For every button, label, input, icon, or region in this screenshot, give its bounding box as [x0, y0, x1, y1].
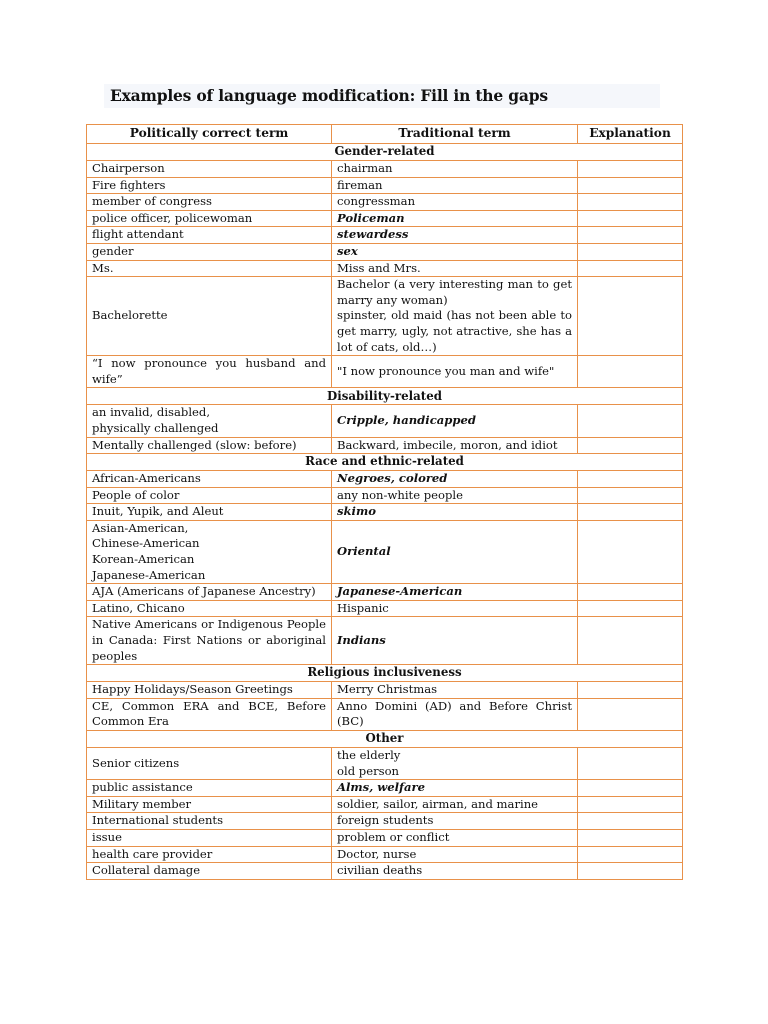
traditional-term: Oriental	[332, 520, 578, 583]
explanation-cell[interactable]	[578, 813, 683, 830]
explanation-cell[interactable]	[578, 437, 683, 454]
pc-term: Inuit, Yupik, and Aleut	[87, 504, 332, 521]
pc-term-line: Asian-American,	[92, 520, 189, 535]
traditional-term: chairman	[332, 161, 578, 178]
pc-term: AJA (Americans of Japanese Ancestry)	[87, 584, 332, 601]
traditional-term: fireman	[332, 177, 578, 194]
traditional-term: soldier, sailor, airman, and marine	[332, 796, 578, 813]
section-row	[87, 731, 683, 748]
table-row	[87, 437, 683, 454]
pc-term: member of congress	[87, 194, 332, 211]
explanation-cell[interactable]	[578, 194, 683, 211]
table-row	[87, 194, 683, 211]
pc-term: public assistance	[87, 780, 332, 797]
pc-term: health care provider	[87, 846, 332, 863]
explanation-cell[interactable]	[578, 277, 683, 356]
traditional-term	[332, 748, 578, 780]
explanation-cell[interactable]	[578, 356, 683, 388]
pc-term-line: physically challenged	[92, 420, 219, 435]
pc-term: Collateral damage	[87, 863, 332, 880]
table-header-row	[87, 125, 683, 144]
section-row	[87, 454, 683, 471]
pc-term: Bachelorette	[87, 277, 332, 356]
traditional-term-line: Bachelor (a very interesting man to get marry any woman)	[337, 277, 572, 307]
pc-term	[87, 405, 332, 437]
table-row	[87, 277, 683, 356]
header-traditional: Traditional term	[332, 125, 578, 144]
pc-term-line: Japanese-American	[92, 567, 206, 582]
table-row	[87, 600, 683, 617]
pc-term: Senior citizens	[87, 748, 332, 780]
explanation-cell[interactable]	[578, 600, 683, 617]
explanation-cell[interactable]	[578, 487, 683, 504]
table-row	[87, 813, 683, 830]
pc-term: flight attendant	[87, 227, 332, 244]
section-other: Other	[87, 731, 683, 748]
pc-term: Chairperson	[87, 161, 332, 178]
pc-term: Ms.	[87, 260, 332, 277]
explanation-cell[interactable]	[578, 780, 683, 797]
table-row	[87, 796, 683, 813]
table-row	[87, 243, 683, 260]
traditional-term: problem or conflict	[332, 829, 578, 846]
header-explanation: Explanation	[578, 125, 683, 144]
pc-term: Latino, Chicano	[87, 600, 332, 617]
explanation-cell[interactable]	[578, 829, 683, 846]
traditional-term	[332, 277, 578, 356]
explanation-cell[interactable]	[578, 260, 683, 277]
traditional-term: skimo	[332, 504, 578, 521]
traditional-term: Anno Domini (AD) and Before Christ (BC)	[332, 698, 578, 730]
pc-term: CE, Common ERA and BCE, Before Common Era	[87, 698, 332, 730]
explanation-cell[interactable]	[578, 846, 683, 863]
traditional-term: congressman	[332, 194, 578, 211]
explanation-cell[interactable]	[578, 177, 683, 194]
traditional-term: foreign students	[332, 813, 578, 830]
traditional-term-line: the elderly	[337, 748, 401, 762]
traditional-term: stewardess	[332, 227, 578, 244]
traditional-term: Doctor, nurse	[332, 846, 578, 863]
traditional-term: Policeman	[332, 210, 578, 227]
pc-term: issue	[87, 829, 332, 846]
pc-term: “I now pronounce you husband and wife”	[87, 356, 332, 388]
section-row	[87, 388, 683, 405]
explanation-cell[interactable]	[578, 227, 683, 244]
traditional-term-line: old person	[337, 763, 400, 778]
explanation-cell[interactable]	[578, 161, 683, 178]
explanation-cell[interactable]	[578, 682, 683, 699]
section-row	[87, 665, 683, 682]
traditional-term: Hispanic	[332, 600, 578, 617]
section-race: Race and ethnic-related	[87, 454, 683, 471]
explanation-cell[interactable]	[578, 405, 683, 437]
table-row	[87, 780, 683, 797]
table-row	[87, 584, 683, 601]
pc-term-line: an invalid, disabled,	[92, 405, 210, 420]
table-row	[87, 504, 683, 521]
traditional-term: any non-white people	[332, 487, 578, 504]
traditional-term: "I now pronounce you man and wife"	[332, 356, 578, 388]
pc-term: Fire fighters	[87, 177, 332, 194]
explanation-cell[interactable]	[578, 504, 683, 521]
pc-term-line: Korean-American	[92, 552, 195, 567]
table-row	[87, 698, 683, 730]
explanation-cell[interactable]	[578, 617, 683, 665]
traditional-term: Cripple, handicapped	[332, 405, 578, 437]
explanation-cell[interactable]	[578, 471, 683, 488]
section-row	[87, 144, 683, 161]
traditional-term: Miss and Mrs.	[332, 260, 578, 277]
traditional-term: civilian deaths	[332, 863, 578, 880]
pc-term: African-Americans	[87, 471, 332, 488]
table-row	[87, 487, 683, 504]
header-politically-correct: Politically correct term	[87, 125, 332, 144]
explanation-cell[interactable]	[578, 520, 683, 583]
section-gender: Gender-related	[87, 144, 683, 161]
traditional-term: Japanese-American	[332, 584, 578, 601]
pc-term: gender	[87, 243, 332, 260]
table-row	[87, 846, 683, 863]
pc-term: Native Americans or Indigenous People in Canada: First Nations or aboriginal peoples	[87, 617, 332, 665]
explanation-cell[interactable]	[578, 796, 683, 813]
traditional-term: Negroes, colored	[332, 471, 578, 488]
explanation-cell[interactable]	[578, 748, 683, 780]
table-row	[87, 260, 683, 277]
traditional-term: sex	[332, 243, 578, 260]
section-religion: Religious inclusiveness	[87, 665, 683, 682]
table-row	[87, 617, 683, 665]
table-row	[87, 520, 683, 583]
pc-term	[87, 520, 332, 583]
pc-term-line: Chinese-American	[92, 536, 200, 551]
pc-term: International students	[87, 813, 332, 830]
pc-term: People of color	[87, 487, 332, 504]
section-disability: Disability-related	[87, 388, 683, 405]
pc-term: Mentally challenged (slow: before)	[87, 437, 332, 454]
traditional-term-line: spinster, old maid (has not been able to get marry, ugly, not atractive, she has a lot of cats, old…)	[337, 308, 572, 354]
traditional-term: Indians	[332, 617, 578, 665]
explanation-cell[interactable]	[578, 210, 683, 227]
table-row	[87, 177, 683, 194]
table-row	[87, 405, 683, 437]
traditional-term: Backward, imbecile, moron, and idiot	[332, 437, 578, 454]
table-row	[87, 863, 683, 880]
traditional-term: Merry Christmas	[332, 682, 578, 699]
table-row	[87, 748, 683, 780]
table-row	[87, 356, 683, 388]
table-row	[87, 161, 683, 178]
traditional-term: Alms, welfare	[332, 780, 578, 797]
table-row	[87, 227, 683, 244]
pc-term: Happy Holidays/Season Greetings	[87, 682, 332, 699]
explanation-cell[interactable]	[578, 584, 683, 601]
terms-table	[86, 124, 683, 880]
table-row	[87, 829, 683, 846]
table-row	[87, 210, 683, 227]
table-row	[87, 471, 683, 488]
pc-term: Military member	[87, 796, 332, 813]
pc-term: police officer, policewoman	[87, 210, 332, 227]
table-row	[87, 682, 683, 699]
page-title: Examples of language modification: Fill in the gaps	[110, 86, 548, 105]
explanation-cell[interactable]	[578, 863, 683, 880]
explanation-cell[interactable]	[578, 698, 683, 730]
explanation-cell[interactable]	[578, 243, 683, 260]
